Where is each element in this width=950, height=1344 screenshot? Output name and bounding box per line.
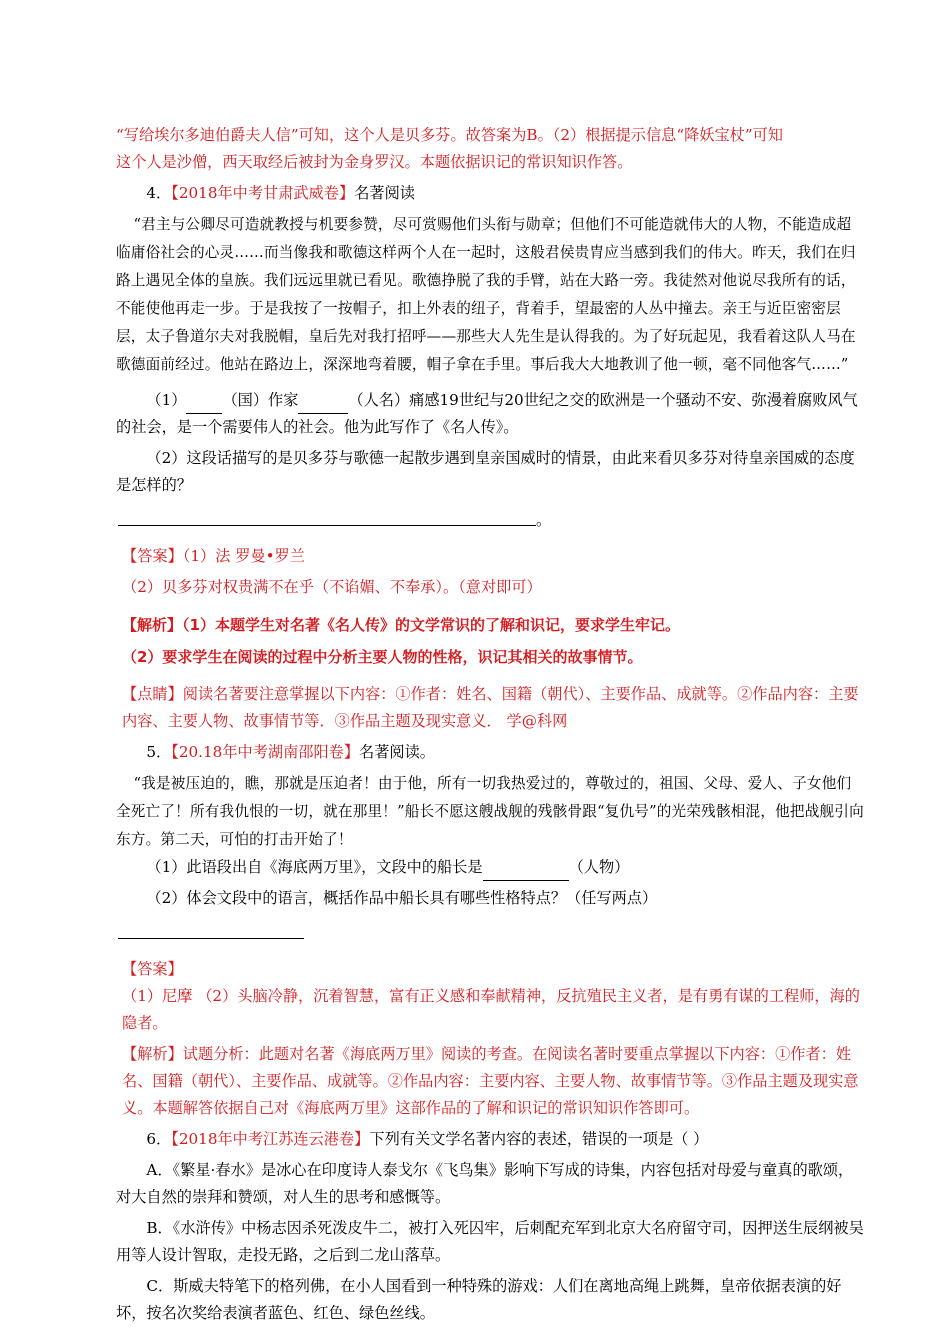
question-5-sub-1: （1）此语段出自《海底两万里》，文段中的船长是 （人物）: [116, 854, 864, 881]
question-title: 名著阅读: [354, 184, 415, 202]
question-4-sub-1: （1） （国）作家 （人名）痛感19世纪与20世纪之交的欧洲是一个骚动不安、弥漫着腐败风气的社会，是一个需要伟人的社会。他为此写作了《名人传》。: [116, 391, 858, 436]
question-title: 下列有关文学名著内容的表述，错误的一项是（ ）: [369, 1130, 709, 1148]
question-4-answer-2: （2）贝多芬对权贵满不在乎（不谄媚、不奉承）。（意对即可）: [122, 578, 542, 596]
question-4-analysis-1: 【解析】（1）本题学生对名著《名人传》的文学常识的了解和识记，要求学生牢记。: [122, 616, 680, 634]
question-5-sub-2: （2）体会文段中的语言，概括作品中船长具有哪些性格特点？（任写两点）: [146, 889, 658, 907]
question-4-sub-2: （2）这段话描写的是贝多芬与歌德一起散步遇到皇亲国威时的情景，由此来看贝多芬对待皇亲国威的态度是怎样的？: [116, 449, 855, 494]
question-number: 6．: [146, 1130, 172, 1148]
answer-line-row: 。: [116, 499, 864, 535]
answer-line[interactable]: [118, 938, 304, 939]
question-4-answer-1: 【答案】（1）法 罗曼•罗兰: [122, 547, 305, 565]
question-number: 4．: [146, 184, 172, 202]
question-source: 【20.18年中考湖南邵阳卷】: [171, 743, 360, 761]
question-5-answer-label: 【答案】: [122, 960, 183, 978]
answer-line-row: [116, 912, 864, 948]
question-5-answer: （1）尼摩 （2）头脑冷静，沉着智慧，富有正义感和奉献精神，反抗殖民主义者，是有勇有谋的工程师，海的隐者。: [122, 987, 860, 1032]
question-6-heading: [116, 1126, 864, 1153]
question-4-analysis-2: （2）要求学生在阅读的过程中分析主要人物的性格，识记其相关的故事情节。: [122, 648, 643, 666]
question-4-passage: “君主与公卿尽可造就教授与机要参赞，尽可赏赐他们头衔与勋章；但他们不可能造就伟大的人物，不能造成超临庸俗社会的心灵……而当像我和歌德这样两个人在一起时，这般君侯贵胄应当感到我们的伟大。昨天，我们在归路上遇见全体的皇族。我们远远里就已看见。歌德挣脱了我的手臂，站在大路一旁。我徒然对他说尽我所有的话，不能使他再走一步。于是我按了一按帽子，扣上外表的纽子，背着手，望最密的人丛中撞去。亲王与近臣密密层层，太子鲁道尔夫对我脱帽，皇后先对我打招呼——那些大人先生是认得我的。为了好玩起见，我看着这队人马在歌德面前经过。他站在路边上，深深地弯着腰，帽子拿在手里。事后我大大地教训了他一顿，毫不同他客气……”: [116, 216, 856, 373]
answer-line[interactable]: [118, 525, 536, 526]
answer-blank[interactable]: [298, 393, 348, 414]
question-5-analysis: 【解析】试题分析：此题对名著《海底两万里》阅读的考查。在阅读名著时要重点掌握以下内容：①作者：姓名、国籍（朝代）、主要作品、成就等。②作品内容：主要内容、主要人物、故事情节等。③作品主题及现实意义。本题解答依据自己对《海底两万里》这部作品的了解和识记的常识知识作答即可。: [122, 1045, 859, 1117]
question-source: 【2018年中考甘肃武威卷】: [171, 184, 355, 202]
option-a: A．《繁星·春水》是冰心在印度诗人泰戈尔《飞鸟集》影响下写成的诗集，内容包括对母爱与童真的歌颂，对大自然的崇拜和赞颂，对人生的思考和感慨等。: [116, 1161, 854, 1206]
option-b: B．《水浒传》中杨志因杀死泼皮牛二，被打入死囚牢，后刺配充军到北京大名府留守司，因押送生辰纲被吴用等人设计智取，走投无路，之后到二龙山落草。: [116, 1219, 864, 1264]
option-c: C．斯威夫特笔下的格列佛，在小人国看到一种特殊的游戏：人们在离地高绳上跳舞，皇帝依据表演的好坏，按名次奖给表演者蓝色、红色、绿色丝线。: [116, 1277, 842, 1322]
question-source: 【2018年中考江苏连云港卷】: [171, 1130, 370, 1148]
answer-blank[interactable]: [186, 393, 222, 414]
answer-blank[interactable]: [483, 860, 569, 881]
question-4-tip: 【点睛】阅读名著要注意掌握以下内容：①作者：姓名、国籍（朝代）、主要作品、成就等。②作品内容：主要内容、主要人物、故事情节等．③作品主题及现实意义． 学@科网: [122, 685, 859, 730]
question-number: 5．: [146, 743, 172, 761]
document-page: [116, 122, 864, 1327]
question-5-passage: “我是被压迫的，瞧，那就是压迫者！由于他，所有一切我热爱过的，尊敬过的，祖国、父母、爱人、子女他们全死亡了！所有我仇恨的一切，就在那里！”船长不愿这艘战舰的残骸骨跟“复仇号”的光荣残骸相混，他把战舰引向东方。第二天，可怕的打击开始了！: [116, 775, 864, 848]
question-5-heading: [116, 739, 864, 766]
question-4-heading: [116, 180, 864, 207]
question-title: 名著阅读。: [359, 743, 435, 761]
continuation-line-2: 这个人是沙僧，西天取经后被封为金身罗汉。本题依据识记的常识知识作答。: [116, 153, 633, 171]
continuation-line-1: “写给埃尔多迪伯爵夫人信”可知，这个人是贝多芬。故答案为B。（2）根据提示信息“降妖宝杖”可知: [116, 126, 783, 144]
